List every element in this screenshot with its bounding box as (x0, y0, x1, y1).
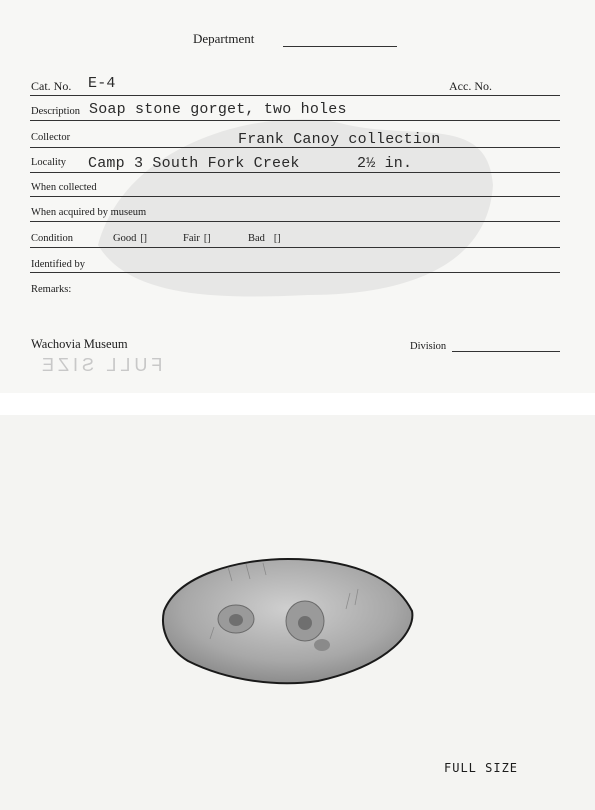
condition-good[interactable] (113, 233, 147, 244)
description-rule (30, 120, 560, 121)
division-label: Division (410, 341, 447, 352)
collector-value: Frank Canoy collection (238, 131, 441, 148)
when-acquired-rule (30, 221, 560, 222)
show-through-gorget (88, 95, 498, 310)
description-label: Description (31, 106, 80, 117)
condition-fair-label: Fair (183, 233, 200, 244)
department-rule (283, 46, 397, 47)
when-collected-rule (30, 196, 560, 197)
locality-value: Camp 3 South Fork Creek (88, 155, 300, 172)
condition-bad[interactable] (248, 233, 281, 244)
cat-no-rule (30, 95, 560, 96)
description-value: Soap stone gorget, two holes (89, 101, 347, 118)
when-acquired-label: When acquired by museum (31, 207, 147, 218)
locality-rule (30, 172, 560, 173)
condition-fair[interactable] (183, 233, 211, 244)
gorget-drawing-icon (158, 553, 418, 687)
condition-bad-checkbox[interactable]: [] (273, 233, 281, 244)
acc-no-label: Acc. No. (449, 79, 492, 93)
cat-no-value: E-4 (88, 75, 116, 92)
size-value: 2½ in. (357, 155, 413, 172)
department-label: Department (193, 31, 255, 46)
catalog-card-front (0, 0, 595, 393)
remarks-label: Remarks: (31, 284, 72, 295)
condition-label: Condition (31, 233, 74, 244)
bleed-through-stamp: FULL SIZE (38, 355, 163, 375)
card-separator (0, 393, 595, 415)
collector-label: Collector (31, 132, 71, 143)
identified-by-rule (30, 272, 560, 273)
museum-label: Wachovia Museum (31, 337, 128, 351)
condition-fair-checkbox[interactable]: [] (203, 233, 211, 244)
full-size-caption: FULL SIZE (444, 761, 519, 775)
condition-bad-label: Bad (248, 233, 265, 244)
identified-by-label: Identified by (31, 259, 85, 270)
cat-no-label: Cat. No. (31, 79, 72, 93)
division-rule (452, 351, 560, 352)
condition-rule (30, 247, 560, 248)
condition-good-checkbox[interactable]: [] (140, 233, 148, 244)
condition-good-label: Good (113, 233, 137, 244)
locality-label: Locality (31, 157, 66, 168)
collector-rule (30, 147, 560, 148)
when-collected-label: When collected (31, 182, 97, 193)
